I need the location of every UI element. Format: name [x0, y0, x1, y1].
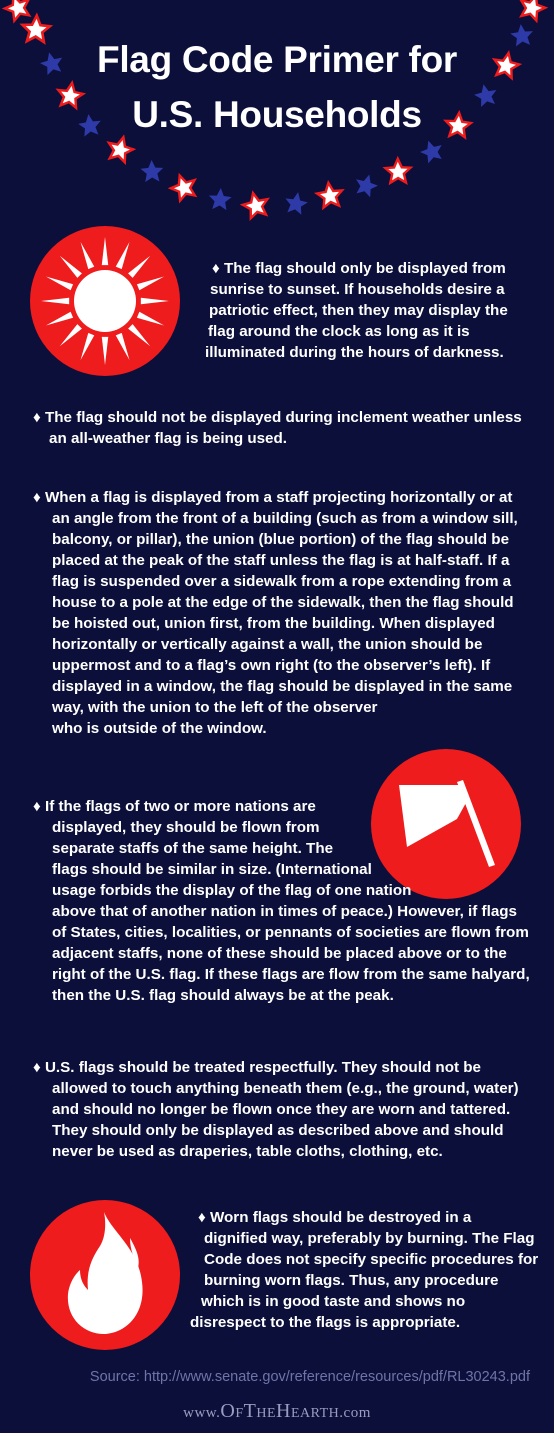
section-respectful-treatment	[33, 1057, 519, 1162]
text-line: horizontally or vertically against a wall, the union should be	[52, 636, 483, 653]
text-line: be hoisted out, union first, from the building. When displayed	[52, 615, 495, 632]
text-line: which is in good taste and shows no	[201, 1293, 466, 1310]
text-line: adjacent staffs, none of these should be placed above or to the	[52, 945, 507, 962]
text-line: separate staffs of the same height. The	[52, 840, 334, 857]
text-line: dignified way, preferably by burning. The Flag	[204, 1230, 535, 1247]
sun-ray	[81, 333, 95, 360]
blue-star-icon	[208, 187, 232, 210]
site-suffix: .com	[339, 1405, 371, 1421]
text-line: burning worn flags. Thus, any procedure	[204, 1272, 499, 1289]
white-star-icon	[168, 171, 199, 202]
blue-star-icon	[140, 160, 164, 182]
fire-icon-circle	[30, 1200, 180, 1350]
section-worn-flags	[190, 1207, 538, 1333]
sun-ray	[46, 277, 73, 291]
text-line: usage forbids the display of the flag of one nation	[52, 882, 412, 899]
sun-ray	[60, 324, 82, 346]
sun-ray	[60, 256, 82, 278]
sun-icon	[30, 226, 180, 376]
text-line: ♦ The flag should only be displayed from	[212, 260, 506, 277]
text-line: disrespect to the flags is appropriate.	[190, 1314, 461, 1331]
text-line: an angle from the front of a building (such as from a window sill,	[52, 510, 518, 527]
section-inclement-weather	[33, 407, 522, 449]
text-line: flag is suspended over a sidewalk from a rope extending from a	[52, 573, 512, 590]
text-line: flag around the clock as long as it is	[208, 323, 470, 340]
sun-ray	[128, 256, 150, 278]
sun-icon-circle	[30, 226, 180, 376]
sun-ray	[141, 298, 169, 304]
text-line: an all-weather flag is being used.	[49, 430, 287, 447]
text-line: patriotic effect, then they may display the	[209, 302, 508, 319]
sun-ray	[128, 324, 150, 346]
text-line: uppermost and to a flag’s own right (to the observer’s left). If	[52, 657, 491, 674]
sun-ray	[137, 312, 164, 326]
text-line: then the U.S. flag should always be at the peak.	[52, 987, 394, 1004]
sun-ray	[102, 337, 108, 365]
text-line: ♦ U.S. flags should be treated respectfully. They should not be	[33, 1059, 481, 1076]
sun-ray	[116, 242, 130, 269]
page-title	[0, 32, 554, 142]
section-staff-display	[33, 487, 518, 739]
sun-ray	[81, 242, 95, 269]
title-line-1: Flag Code Primer for	[97, 39, 457, 80]
text-line: ♦ If the flags of two or more nations are	[33, 798, 316, 815]
text-line: ♦ The flag should not be displayed during inclement weather unless	[33, 409, 522, 426]
blue-star-icon	[352, 171, 380, 198]
text-line: of States, cities, localities, or pennants of societies are flown from	[52, 924, 529, 941]
text-line: way, with the union to the left of the observer	[52, 699, 378, 716]
sun-ray	[116, 333, 130, 360]
text-line: sunrise to sunset. If households desire a	[210, 281, 505, 298]
white-star-icon	[2, 0, 34, 22]
title-line-2: U.S. Households	[132, 94, 422, 135]
white-star-icon	[517, 0, 548, 22]
sun-ray	[137, 277, 164, 291]
text-line: house to a pole at the edge of the sidewalk, then the flag should	[52, 594, 514, 611]
white-star-icon	[241, 190, 271, 219]
text-line: right of the U.S. flag. If these flags are flow from the same halyard,	[52, 966, 530, 983]
site-prefix: www.	[183, 1405, 221, 1421]
site-name: OfTheHearth	[220, 1400, 340, 1422]
text-line: placed at the peak of the staff unless the flag is at half-staff. If a	[52, 552, 510, 569]
site-credit[interactable]	[0, 1400, 554, 1423]
text-line: who is outside of the window.	[52, 720, 267, 737]
sun-ray	[41, 298, 69, 304]
text-line: and should no longer be flown once they are worn and tattered.	[52, 1101, 511, 1118]
section-display-hours	[205, 258, 508, 363]
blue-star-icon	[283, 190, 309, 215]
text-line: allowed to touch anything beneath them (e.g., the ground, water)	[52, 1080, 519, 1097]
text-line: flags should be similar in size. (International	[52, 861, 372, 878]
text-line: ♦ When a flag is displayed from a staff projecting horizontally or at	[33, 489, 513, 506]
text-line: Code does not specify specific procedures for	[204, 1251, 539, 1268]
white-star-icon	[316, 181, 344, 208]
text-line: They should only be displayed as described above and should	[52, 1122, 504, 1139]
text-line: displayed in a window, the flag should be displayed in the same	[52, 678, 513, 695]
sun-ray	[102, 237, 108, 265]
text-line: above that of another nation in times of peace.) However, if flags	[52, 903, 517, 920]
sun-ray	[46, 312, 73, 326]
text-line: never be used as draperies, table cloths, clothing, etc.	[52, 1143, 443, 1160]
text-line: illuminated during the hours of darkness.	[205, 344, 504, 361]
text-line: displayed, they should be flown from	[52, 819, 320, 836]
section-multiple-nations	[33, 796, 530, 1006]
text-line: ♦ Worn flags should be destroyed in a	[198, 1209, 472, 1226]
white-star-icon	[385, 159, 410, 183]
fire-icon	[30, 1200, 180, 1350]
source-link[interactable]: Source: http://www.senate.gov/reference/resources/pdf/RL30243.pdf	[89, 1369, 530, 1385]
text-line: balcony, or pillar), the union (blue portion) of the flag should be	[52, 531, 510, 548]
